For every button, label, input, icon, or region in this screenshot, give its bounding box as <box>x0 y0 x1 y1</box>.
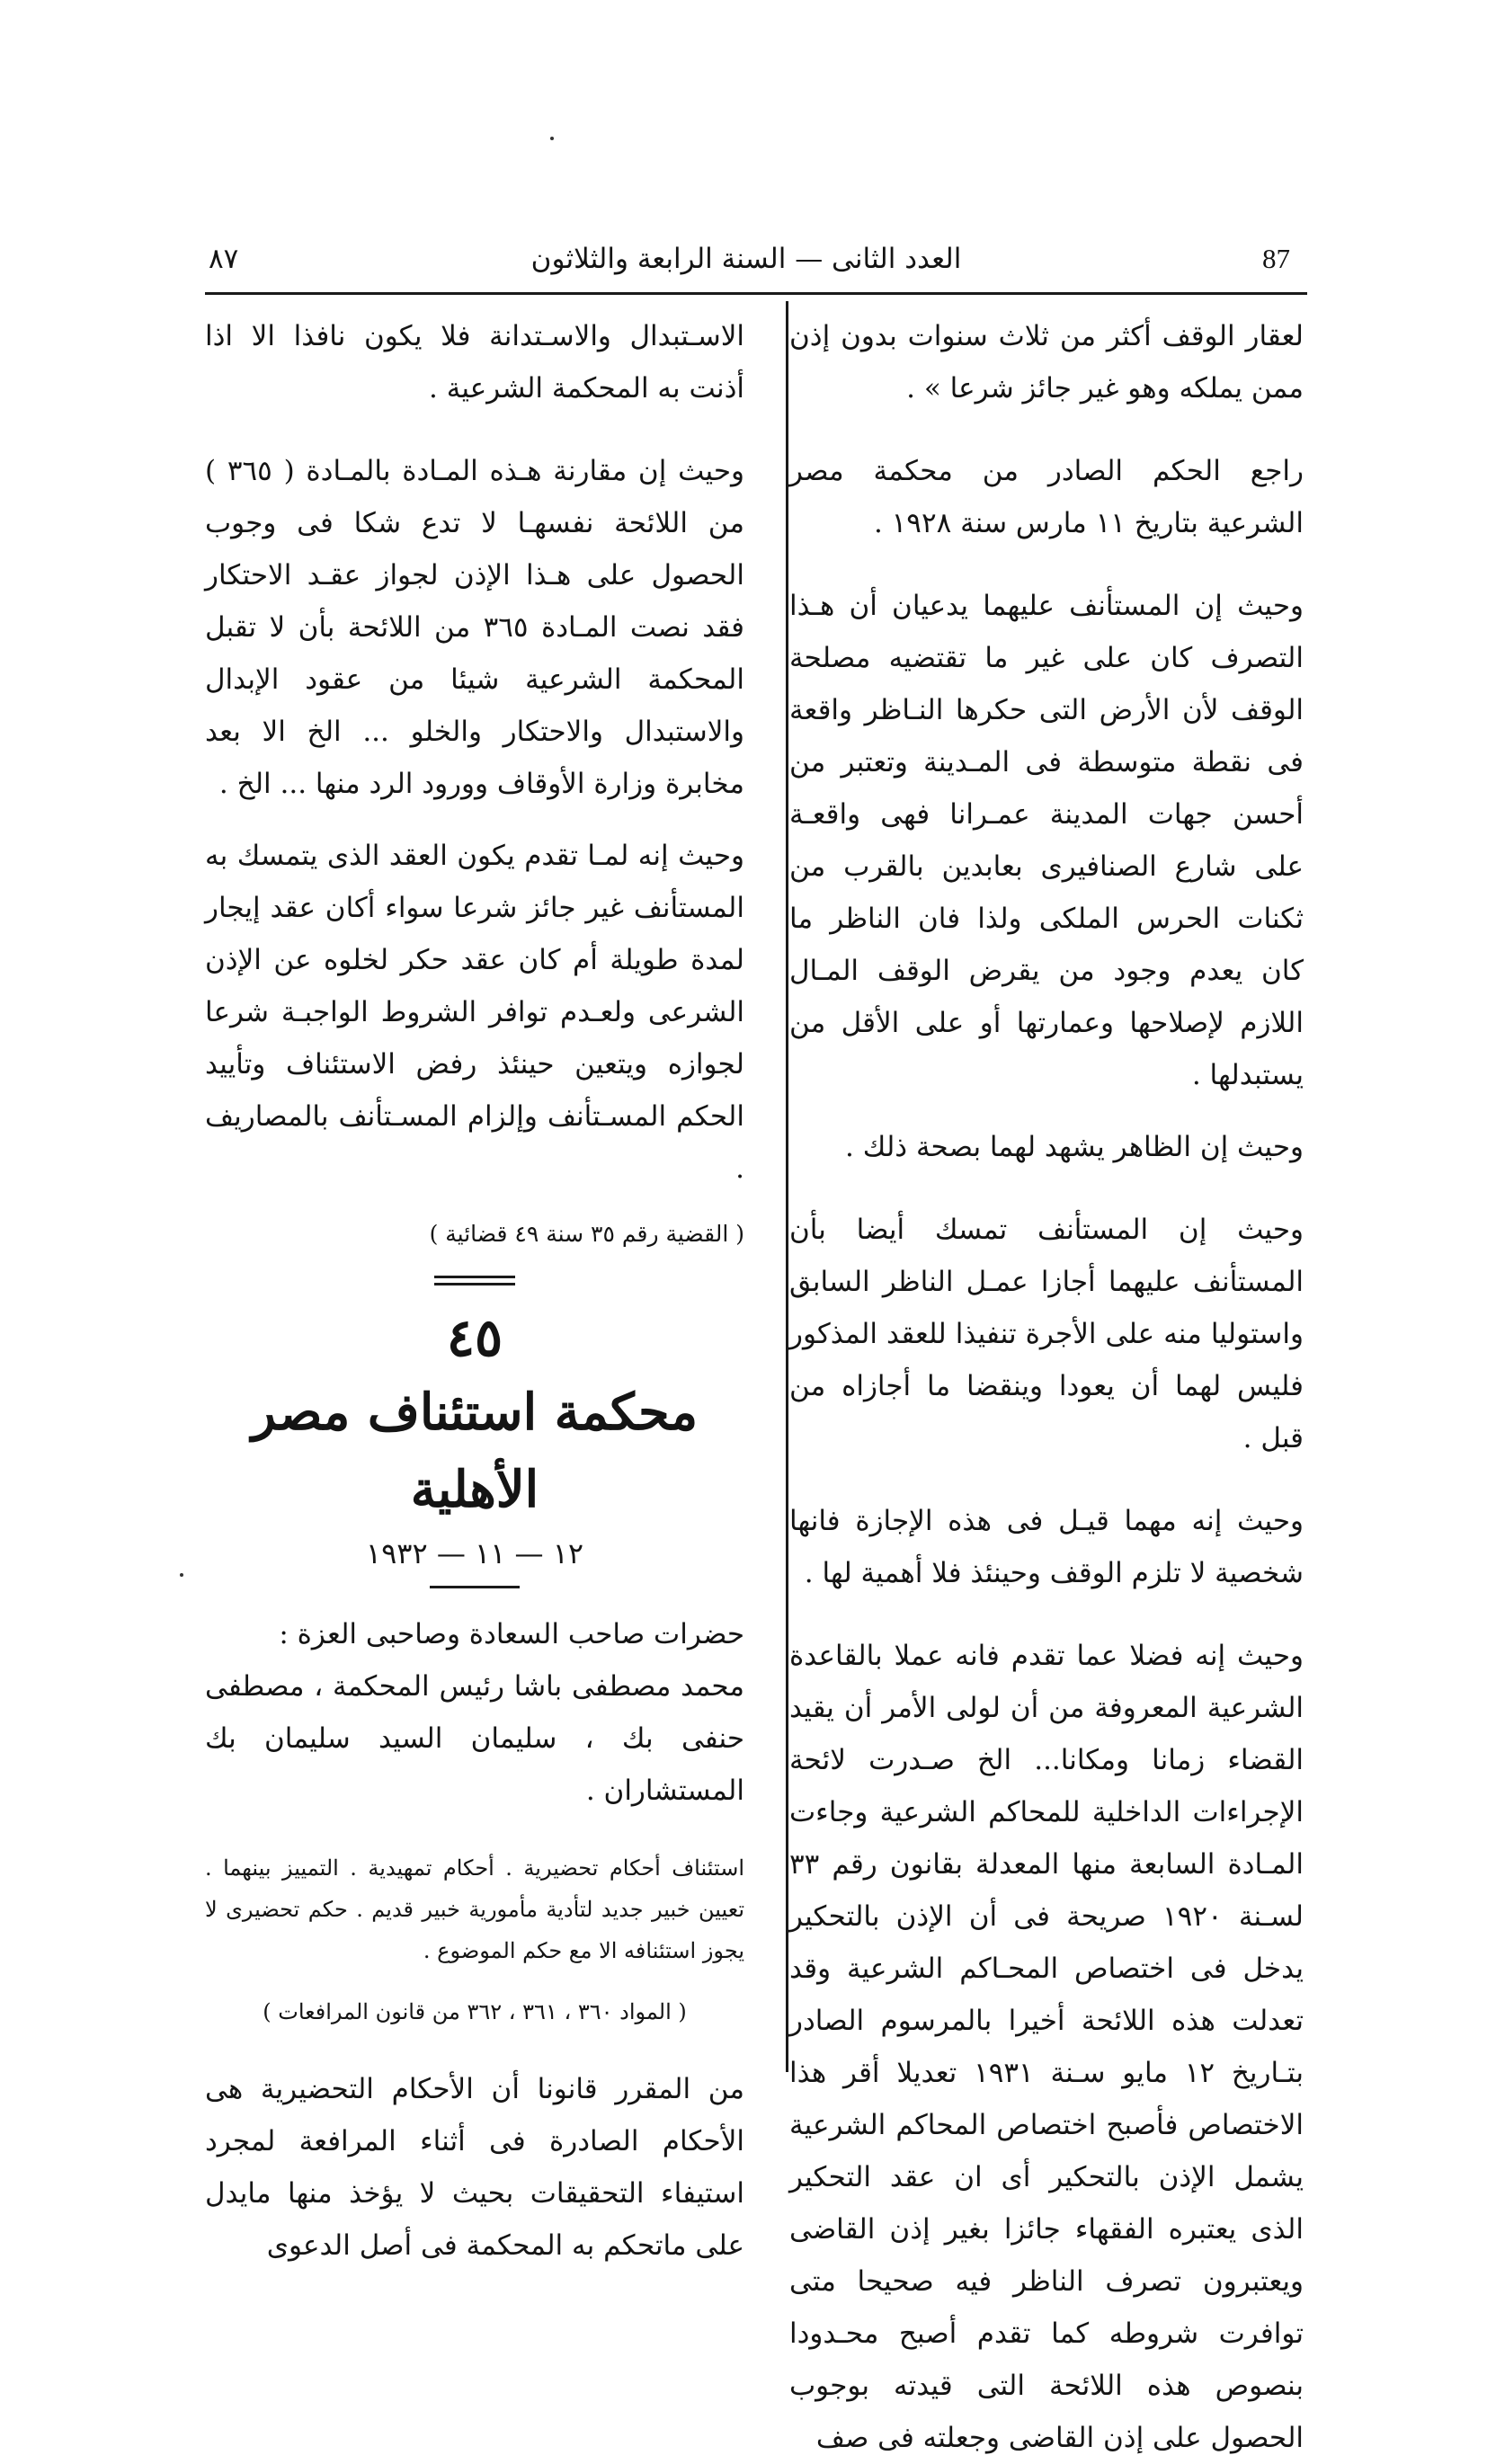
legal-principle: من المقرر قانونا أن الأحكام التحضيرية هى الأحكام الصادرة فى أثناء المرافعة لمجرد استيفاء التحقيقات بحيث لا يؤخذ منها مايدل على ماتحكم به المحكمة فى أصل الدعوى <box>205 2073 744 2262</box>
paragraph: لعقار الوقف أكثر من ثلاث سنوات بدون إذن ممن يملكه وهو غير جائز شرعا » . <box>789 320 1304 405</box>
case-reference: ( القضية رقم ٣٥ سنة ٤٩ قضائية ) <box>429 1221 744 1247</box>
column-divider <box>786 301 788 2072</box>
issue-title: العدد الثانى — السنة الرابعة والثلاثون <box>530 243 962 275</box>
left-column <box>205 310 744 2272</box>
court-title: محكمة استئناف مصر الأهلية <box>251 1383 699 1519</box>
page-number-latin: 87 <box>1262 243 1290 274</box>
scan-speck <box>550 137 554 140</box>
paragraph: وحيث إن المستأنف تمسك أيضا بأن المستأنف عليهما أجازا عمـل الناظر السابق واستوليا منه على الأجرة تنفيذا للعقد المذكور فليس لهما أن يعودا وينقضا ما أجازاه من قبل . <box>789 1214 1304 1454</box>
cited-articles: ( المواد ٣٦٠ ، ٣٦١ ، ٣٦٢ من قانون المرافعات ) <box>263 1999 687 2024</box>
judges-names: محمد مصطفى باشا رئيس المحكمة ، مصطفى حنفى بك ، سليمان السيد سليمان بك المستشاران . <box>205 1670 744 1807</box>
paragraph: وحيث إن مقارنة هـذه المـادة بالمـادة ( ٣٦٥ ) من اللائحة نفسهـا لا تدع شكا فى وجوب الحصول على هـذا الإذن لجواز عقـد الاحتكار فقد نصت المـادة ٣٦٥ من اللائحة بأن لا تقبل المحكمة الشرعية شيئا من عقود الإبدال والاستبدال والاحتكار والخلو ... الخ الا بعد مخابرة وزارة الأوقاف وورود الرد منها ... الخ . <box>205 455 744 800</box>
case-summary: استئناف أحكام تحضيرية . أحكام تمهيدية . التمييز بينهما . تعيين خبير جديد لتأدية مأمورية خبير قديم . حكم تحضيرى لا يجوز استئنافه الا مع حكم الموضوع . <box>205 1855 744 1963</box>
scan-speck <box>180 1573 183 1577</box>
case-date: ١٢ — ١١ — ١٩٣٢ <box>365 1536 584 1570</box>
paragraph: وحيث إنه لمـا تقدم يكون العقد الذى يتمسك به المستأنف غير جائز شرعا سواء أكان عقد إيجار لمدة طويلة أم كان عقد حكر لخلوه عن الإذن الشرعى ولعـدم توافر الشروط الواجبـة شرعا لجوازه ويتعين حينئذ رفض الاستئناف وتأييد الحكم المسـتأنف وإلزام المسـتأنف بالمصاريف . <box>205 840 744 1185</box>
section-divider <box>434 1276 515 1285</box>
right-column <box>789 310 1304 2464</box>
paragraph: الاسـتبدال والاسـتدانة فلا يكون نافذا الا اذا أذنت به المحكمة الشرعية . <box>205 320 744 405</box>
page-number-arabic: ٨٧ <box>209 243 239 275</box>
paragraph: وحيث إن المستأنف عليهما يدعيان أن هـذا التصرف كان على غير ما تقتضيه مصلحة الوقف لأن الأرض التى حكرها النـاظر واقعة فى نقطة متوسطة فى المـدينة وتعتبر من أحسن جهات المدينة عمـرانا فهى واقعـة على شارع الصنافيرى بعابدين بالقرب من ثكنات الحرس الملكى ولذا فان الناظر ما كان يعدم وجود من يقرض الوقف المـال اللازم لإصلاحها وعمارتها أو على الأقل من يستبدلها . <box>789 590 1304 1091</box>
paragraph: وحيث إن الظاهر يشهد لهما بصحة ذلك . <box>845 1131 1304 1163</box>
paragraph: وحيث إنه مهما قيـل فى هذه الإجازة فانها شخصية لا تلزم الوقف وحينئذ فلا أهمية لها . <box>789 1505 1304 1589</box>
paragraph: وحيث إنه فضلا عما تقدم فانه عملا بالقاعدة الشرعية المعروفة من أن لولى الأمر أن يقيد القضاء زمانا ومكانا... الخ صـدرت لائحة الإجراءات الداخلية للمحاكم الشرعية وجاءت المـادة السابعة منها المعدلة بقانون رقم ٣٣ لسـنة ١٩٢٠ صريحة فى أن الإذن بالتحكير يدخل فى اختصاص المحـاكم الشرعية وقد تعدلت هذه اللائحة أخيرا بالمرسوم الصادر بتـاريخ ١٢ مايو سـنة ١٩٣١ تعديلا أقر هذا الاختصاص فأصبح اختصاص المحاكم الشرعية يشمل الإذن بالتحكير أى ان عقد التحكير الذى يعتبره الفقهاء جائزا بغير إذن القاضى ويعتبرون تصرف الناظر فيه صحيحا متى توافرت شروطه كما تقدم أصبح محـدودا بنصوص هذه اللائحة التى قيدته بوجوب الحصول على إذن القاضى وجعلته فى صف <box>789 1640 1304 2454</box>
presence-heading: حضرات صاحب السعادة وصاحبى العزة : <box>279 1618 744 1650</box>
paragraph: راجع الحكم الصادر من محكمة مصر الشرعية بتاريخ ١١ مارس سنة ١٩٢٨ . <box>789 455 1304 539</box>
header-rule <box>205 292 1307 295</box>
case-number: ٤٥ <box>446 1307 503 1368</box>
